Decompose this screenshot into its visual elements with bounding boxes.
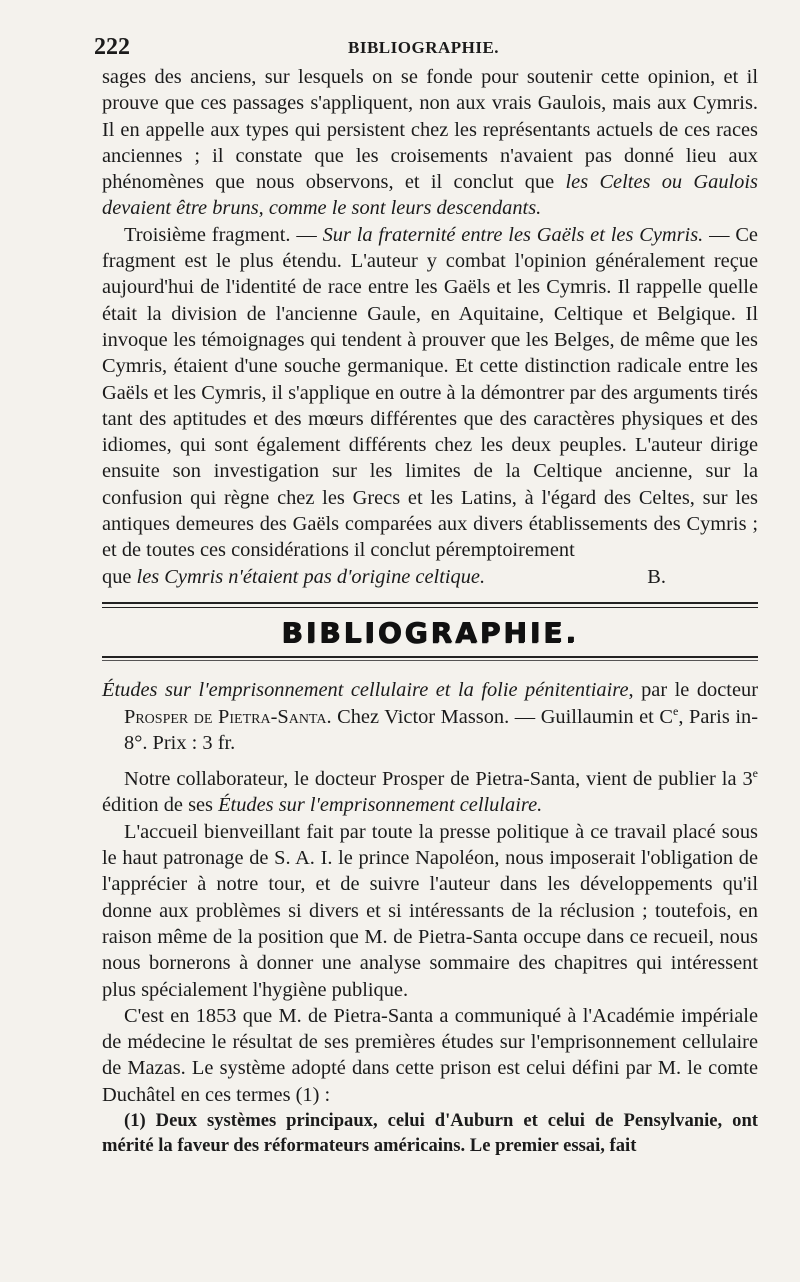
closing-italic: les Cymris n'étaient pas d'origine celtique. bbox=[136, 565, 486, 588]
paragraph-1853: C'est en 1853 que M. de Pietra-Santa a communiqué à l'Académie impériale de médecine le résultat de ses premières études sur l'emprisonnement cellulaire de Mazas. Le système adopté dans cette prison est celui défini par M. le comte Duchâtel en ces termes (1) : bbox=[102, 1004, 758, 1106]
running-title: BIBLIOGRAPHIE. bbox=[348, 38, 500, 57]
bibliography-entry: Études sur l'emprisonnement cellulaire et la folie pénitentiaire, par le docteur Prosper de Pietra-Santa. Chez Victor Masson. — Guillaumin et Ce, Paris in-8°. Prix : 3 fr. bbox=[102, 679, 758, 754]
main-text bbox=[102, 64, 758, 1158]
running-head bbox=[94, 30, 758, 64]
signature: B. bbox=[647, 565, 666, 588]
footnote: (1) Deux systèmes principaux, celui d'Auburn et celui de Pensylvanie, ont mérité la faveur des réformateurs américains. Le premier essai, fait bbox=[102, 1109, 758, 1156]
review-paragraph-1: sages des anciens, sur lesquels on se fonde pour soutenir cette opinion, et il prouve que ces passages s'appliquent, non aux vrais Gaulois, mais aux Cymris. Il en appelle aux types qui persistent chez les représentants actuels de ces races anciennes ; il constate que les croisements n'avaient pas donné lieu aux phénomènes que nous observons, et il conclut que les Celtes ou Gaulois devaient être bruns, comme le sont leurs descendants. bbox=[102, 66, 758, 220]
paragraph-notre-collaborateur: Notre collaborateur, le docteur Prosper de Pietra-Santa, vient de publier la 3e édition de ses Études sur l'emprisonnement cellulaire. bbox=[102, 766, 758, 817]
conclusion-italic: les Celtes ou Gaulois devaient être bruns, comme le sont leurs descendants. bbox=[102, 171, 758, 220]
section-divider-bottom bbox=[102, 656, 758, 661]
review-paragraph-2: Troisième fragment. — Sur la fraternité entre les Gaëls et les Cymris. — Ce fragment est le plus étendu. L'auteur y combat l'opinion généralement reçue aujourd'hui de l'identité de race entre les Gaëls et les Cymris. Il rappelle quelle était la division de l'ancienne Gaule, en Aquitaine, Celtique et Belgique. Il invoque les témoignages qui tendent à prouver que les Belges, de même que les Cymris, étaient d'une souche germanique. Et cette distinction radicale entre les Gaëls et les Cymris, il s'applique en outre à la démontrer par des arguments tirés tant des aptitudes et des mœurs différentes que des caractères physiques et des idiomes, qui sont également différents chez les deux peuples. L'auteur dirige ensuite son investigation sur les limites de la Celtique ancienne, sur la confusion qui règne chez les Grecs et les Latins, à l'égard des Celtes, sur les antiques demeures des Gaëls comparées aux divers établissements des Cymris ; et de toutes ces considérations il conclut péremptoirement bbox=[102, 223, 758, 562]
page-number: 222 bbox=[94, 34, 130, 60]
section-title: BIBLIOGRAPHIE. bbox=[281, 615, 579, 649]
book-author: Prosper de Pietra-Santa bbox=[124, 705, 327, 728]
section-divider-top bbox=[102, 602, 758, 608]
fragment-title: Sur la fraternité entre les Gaëls et les Cymris. bbox=[322, 223, 704, 246]
book-title: Études sur l'emprisonnement cellulaire et la folie pénitentiaire bbox=[102, 679, 629, 702]
paragraph-accueil: L'accueil bienveillant fait par toute la presse politique à ce travail placé sous le haut patronage de S. A. I. le prince Napoléon, nous imposerait l'obligation de l'apprécier à notre tour, et de suivre l'auteur dans les développements qu'il donne aux problèmes si divers et si intéressants de la réclusion ; toutefois, en raison même de la position que M. de Pietra-Santa occupe dans ce recueil, nous nous bornerons à donner une analyse sommaire des chapitres qui intéressent plus spécialement l'hygiène publique. bbox=[102, 820, 758, 1001]
review-closing-line: que les Cymris n'étaient pas d'origine celtique. B. bbox=[102, 564, 758, 590]
